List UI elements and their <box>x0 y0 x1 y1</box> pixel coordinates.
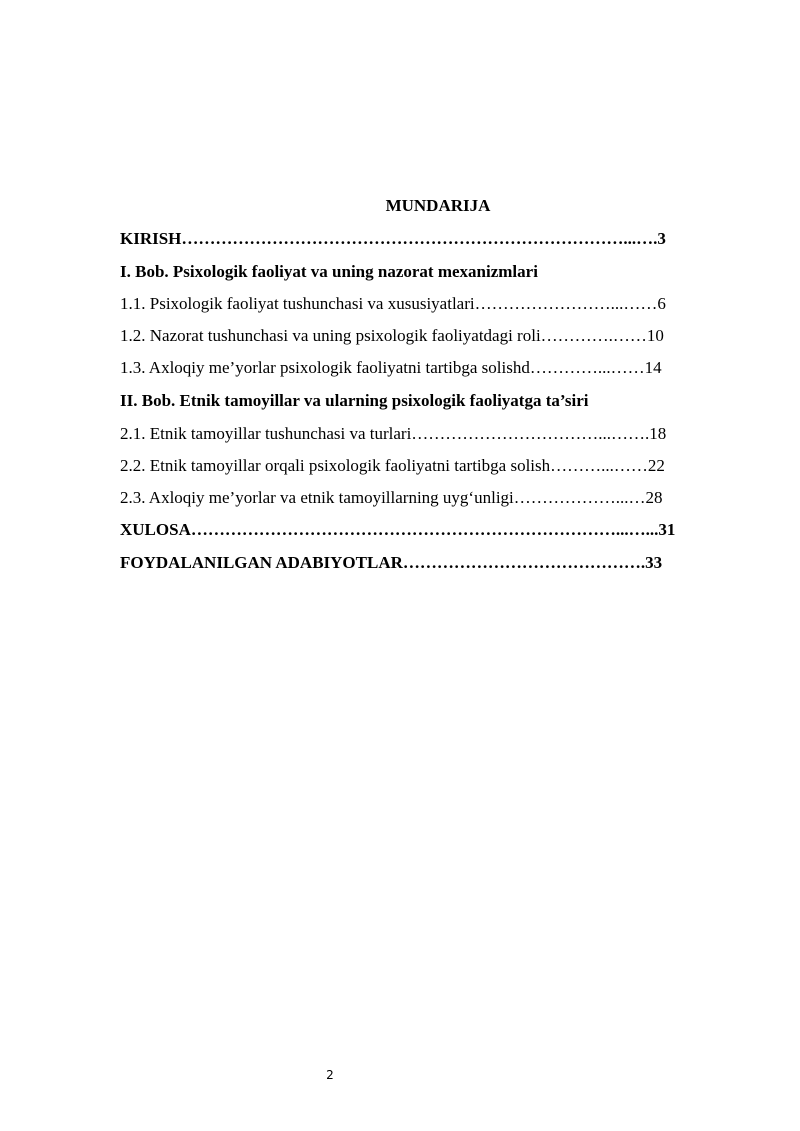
toc-entry-xulosa: XULOSA…………………………………………………………………...…...31 <box>120 520 676 539</box>
page-number: 2 <box>326 1068 334 1082</box>
toc-entry-1-3: 1.3. Axloqiy me’yorlar psixologik faoliyatni tartibga solishd…………...……14 <box>120 358 662 377</box>
toc-chapter-1-heading: I. Bob. Psixologik faoliyat va uning nazorat mexanizmlari <box>120 262 538 281</box>
toc-chapter-2-heading: II. Bob. Etnik tamoyillar va ularning psixologik faoliyatga ta’siri <box>120 391 589 410</box>
toc-title: MUNDARIJA <box>385 196 491 215</box>
toc-entry-adabiyotlar: FOYDALANILGAN ADABIYOTLAR…………………………………….33 <box>120 553 663 572</box>
toc-entry-2-1: 2.1. Etnik tamoyillar tushunchasi va turlari……………………………...…….18 <box>120 424 667 443</box>
toc-entry-kirish: KIRISH……………………………………………………………………...….3 <box>120 229 666 248</box>
toc-entry-1-2: 1.2. Nazorat tushunchasi va uning psixologik faoliyatdagi roli………….……10 <box>120 326 664 345</box>
toc-entry-2-3: 2.3. Axloqiy me’yorlar va etnik tamoyillarning uyg‘unligi………………...…28 <box>120 488 663 507</box>
toc-entry-2-2: 2.2. Etnik tamoyillar orqali psixologik faoliyatni tartibga solish………...……22 <box>120 456 665 475</box>
toc-entry-1-1: 1.1. Psixologik faoliyat tushunchasi va xususiyatlari……………………...……6 <box>120 294 666 313</box>
